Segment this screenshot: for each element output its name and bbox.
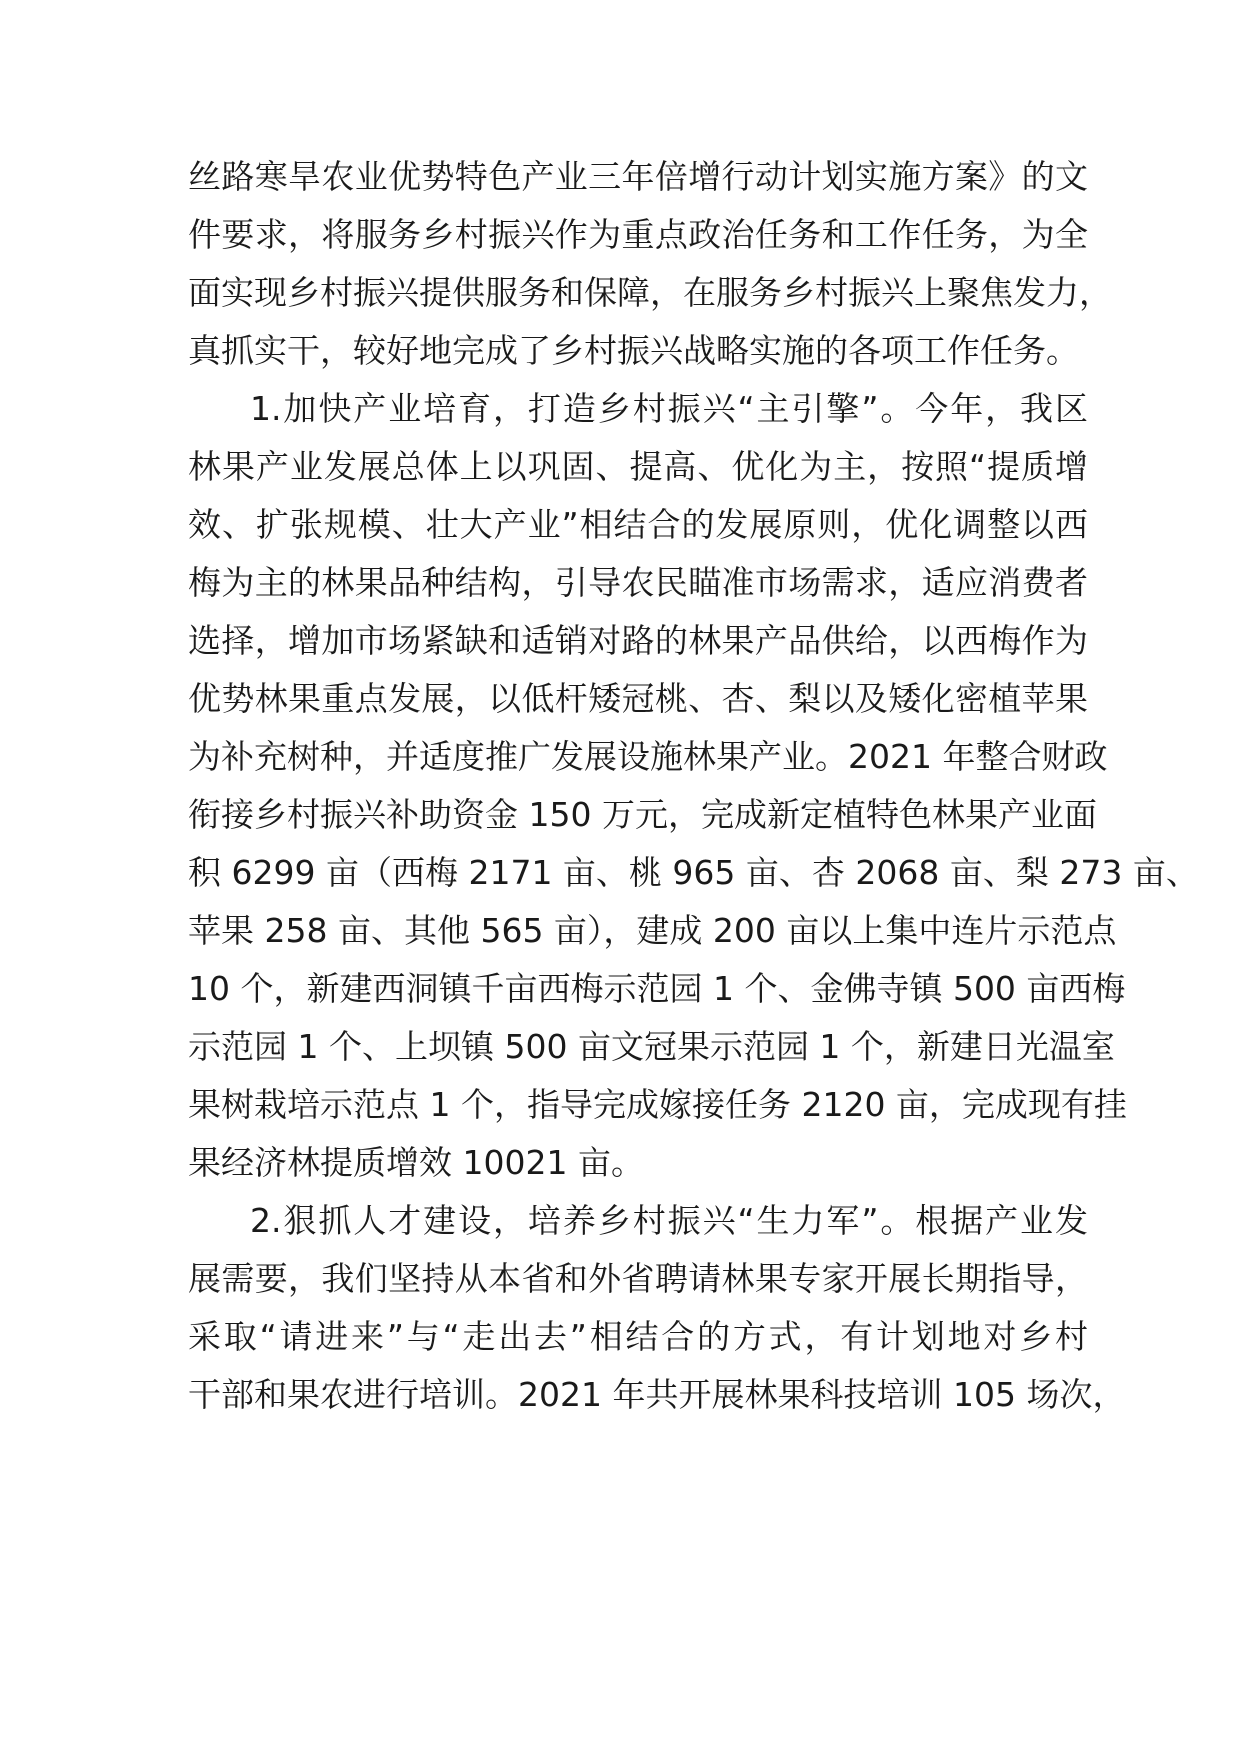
body-text-line: 选择，增加市场紧缺和适销对路的林果产品供给，以西梅作为 xyxy=(188,621,1088,660)
body-text-line: 梅为主的林果品种结构，引导农民瞄准市场需求，适应消费者 xyxy=(188,563,1088,602)
body-text-line: 10 个，新建西洞镇千亩西梅示范园 1 个、金佛寺镇 500 亩西梅 xyxy=(188,969,1126,1008)
body-text-line: 优势林果重点发展，以低杆矮冠桃、杏、梨以及矮化密植苹果 xyxy=(188,679,1088,718)
body-text-line: 衔接乡村振兴补助资金 150 万元，完成新定植特色林果产业面 xyxy=(188,795,1097,834)
body-text-line: 积 6299 亩（西梅 2171 亩、桃 965 亩、杏 2068 亩、梨 273 亩、 xyxy=(188,853,1199,892)
body-text-line: 苹果 258 亩、其他 565 亩），建成 200 亩以上集中连片示范点 xyxy=(188,911,1117,950)
body-text-line: 为补充树种，并适度推广发展设施林果产业。2021 年整合财政 xyxy=(188,737,1108,776)
body-text-line: 丝路寒旱农业优势特色产业三年倍增行动计划实施方案》的文 xyxy=(188,157,1088,196)
body-text-line: 展需要，我们坚持从本省和外省聘请林果专家开展长期指导， xyxy=(188,1259,1088,1298)
body-text-line: 干部和果农进行培训。2021 年共开展林果科技培训 105 场次， xyxy=(188,1375,1126,1414)
body-text-line: 果树栽培示范点 1 个，指导完成嫁接任务 2120 亩，完成现有挂 xyxy=(188,1085,1127,1124)
body-text-line: 示范园 1 个、上坝镇 500 亩文冠果示范园 1 个，新建日光温室 xyxy=(188,1027,1115,1066)
body-text-line: 真抓实干，较好地完成了乡村振兴战略实施的各项工作任务。 xyxy=(188,331,1079,370)
body-text-line: 采取“请进来”与“走出去”相结合的方式，有计划地对乡村 xyxy=(188,1317,1088,1356)
body-text-line: 效、扩张规模、壮大产业”相结合的发展原则，优化调整以西 xyxy=(188,505,1088,544)
body-text-line: 果经济林提质增效 10021 亩。 xyxy=(188,1143,644,1182)
body-text-line: 林果产业发展总体上以巩固、提高、优化为主，按照“提质增 xyxy=(188,447,1088,486)
section-heading-line: 2.狠抓人才建设，培养乡村振兴“生力军”。根据产业发 xyxy=(250,1201,1088,1240)
body-text-line: 面实现乡村振兴提供服务和保障，在服务乡村振兴上聚焦发力， xyxy=(188,273,1112,312)
body-text-line: 件要求，将服务乡村振兴作为重点政治任务和工作任务，为全 xyxy=(188,215,1088,254)
section-heading-line: 1.加快产业培育，打造乡村振兴“主引擎”。今年，我区 xyxy=(250,389,1088,428)
